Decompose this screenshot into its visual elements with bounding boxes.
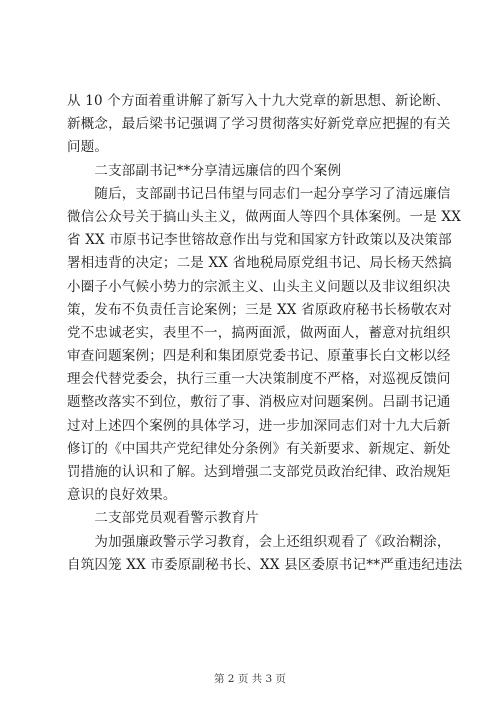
text-line: 修订的《中国共产党纪律处分条例》有关新要求、新规定、新处 — [67, 440, 451, 457]
text-line: 省 XX 市原书记李世镕故意作出与党和国家方针政策以及决策部 — [67, 232, 452, 249]
text-line: 审查问题案例；四是利和集团原党委书记、原董事长白文彬以经 — [67, 348, 451, 365]
text-line: 自筑囚笼 XX 市委原副秘书长、XX 县区委原书记**严重违纪违法 — [67, 556, 463, 573]
text-line: 党不忠诚老实，表里不一，搞两面派，做两面人，蓄意对抗组织 — [67, 324, 451, 341]
page-footer: 第 2 页 共 3 页 — [213, 673, 287, 685]
section-heading: 二支部副书记**分享清远廉信的四个案例 — [67, 162, 342, 179]
text-line: 罚措施的认识和了解。达到增强二支部党员政治纪律、政治规矩 — [67, 464, 451, 480]
text-line: 意识的良好效果。 — [67, 487, 177, 504]
text-line: 从 10 个方面着重讲解了新写入十九大党章的新思想、新论断、 — [67, 93, 450, 109]
document-body — [67, 90, 463, 577]
text-line: 新概念，最后梁书记强调了学习贯彻落实好新党章应把握的有关 — [67, 116, 451, 133]
text-line: 随后，支部副书记吕伟望与同志们一起分享学习了清远廉信 — [67, 185, 451, 202]
text-line: 策，发布不负责任言论案例；三是 XX 省原政府秘书长杨敬农对 — [67, 301, 452, 318]
text-line: 微信公众号关于搞山头主义，做两面人等四个具体案例。一是 XX — [67, 208, 462, 225]
section-heading: 二支部党员观看警示教育片 — [67, 510, 259, 527]
text-line: 为加强廉政警示学习教育，会上还组织观看了《政治糊涂， — [67, 533, 451, 550]
text-line: 署相违背的决定；二是 XX 省地税局原党组书记、局长杨天然搞 — [67, 255, 452, 272]
text-line: 小圈子小气候小势力的宗派主义、山头主义问题以及非议组织决 — [67, 278, 451, 295]
text-line: 题整改落实不到位，敷衍了事、消极应对问题案例。吕副书记通 — [67, 394, 451, 411]
text-line: 过对上述四个案例的具体学习，进一步加深同志们对十九大后新 — [67, 417, 451, 434]
text-line: 理会代替党委会，执行三重一大决策制度不严格，对巡视反馈问 — [67, 371, 451, 388]
text-line: 问题。 — [67, 139, 109, 156]
